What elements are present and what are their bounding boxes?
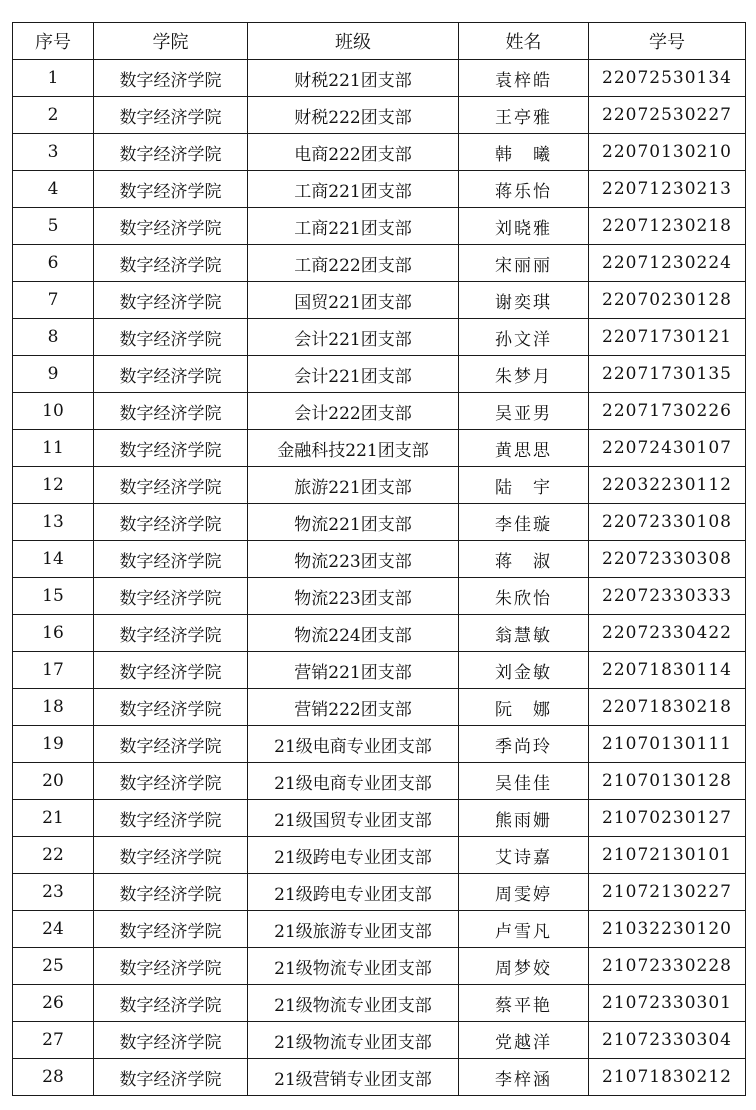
cell-name: 阮 娜 xyxy=(459,689,589,726)
cell-student-id: 22071230224 xyxy=(589,245,746,282)
cell-class: 会计221团支部 xyxy=(248,356,459,393)
cell-name: 卢雪凡 xyxy=(459,911,589,948)
header-class: 班级 xyxy=(248,23,459,60)
table-row xyxy=(13,319,746,356)
cell-name: 朱欣怡 xyxy=(459,578,589,615)
cell-name: 周雯婷 xyxy=(459,874,589,911)
cell-name: 蒋 淑 xyxy=(459,541,589,578)
cell-college: 数字经济学院 xyxy=(94,652,248,689)
cell-name: 艾诗嘉 xyxy=(459,837,589,874)
cell-college: 数字经济学院 xyxy=(94,874,248,911)
table-row xyxy=(13,541,746,578)
cell-college: 数字经济学院 xyxy=(94,134,248,171)
cell-class: 物流223团支部 xyxy=(248,541,459,578)
cell-name: 蒋乐怡 xyxy=(459,171,589,208)
cell-name: 谢奕琪 xyxy=(459,282,589,319)
cell-index: 15 xyxy=(13,578,94,615)
cell-student-id: 22070130210 xyxy=(589,134,746,171)
cell-name: 刘金敏 xyxy=(459,652,589,689)
cell-student-id: 21032230120 xyxy=(589,911,746,948)
cell-index: 11 xyxy=(13,430,94,467)
table-row xyxy=(13,356,746,393)
cell-index: 4 xyxy=(13,171,94,208)
cell-college: 数字经济学院 xyxy=(94,282,248,319)
table-row xyxy=(13,652,746,689)
cell-student-id: 22072530134 xyxy=(589,60,746,97)
cell-college: 数字经济学院 xyxy=(94,726,248,763)
cell-college: 数字经济学院 xyxy=(94,430,248,467)
cell-name: 周梦姣 xyxy=(459,948,589,985)
cell-student-id: 21072330228 xyxy=(589,948,746,985)
cell-college: 数字经济学院 xyxy=(94,356,248,393)
cell-class: 21级电商专业团支部 xyxy=(248,726,459,763)
cell-class: 物流224团支部 xyxy=(248,615,459,652)
cell-college: 数字经济学院 xyxy=(94,689,248,726)
table-row xyxy=(13,60,746,97)
table-row xyxy=(13,467,746,504)
cell-name: 陆 宇 xyxy=(459,467,589,504)
cell-index: 14 xyxy=(13,541,94,578)
cell-index: 6 xyxy=(13,245,94,282)
cell-index: 26 xyxy=(13,985,94,1022)
table-header xyxy=(13,23,746,60)
cell-college: 数字经济学院 xyxy=(94,800,248,837)
cell-index: 23 xyxy=(13,874,94,911)
cell-college: 数字经济学院 xyxy=(94,208,248,245)
cell-college: 数字经济学院 xyxy=(94,578,248,615)
cell-class: 21级跨电专业团支部 xyxy=(248,837,459,874)
cell-name: 刘晓雅 xyxy=(459,208,589,245)
cell-index: 9 xyxy=(13,356,94,393)
cell-student-id: 22071230218 xyxy=(589,208,746,245)
cell-class: 会计222团支部 xyxy=(248,393,459,430)
cell-name: 王亭雅 xyxy=(459,97,589,134)
cell-student-id: 21072330304 xyxy=(589,1022,746,1059)
cell-class: 财税222团支部 xyxy=(248,97,459,134)
cell-index: 25 xyxy=(13,948,94,985)
cell-college: 数字经济学院 xyxy=(94,615,248,652)
cell-college: 数字经济学院 xyxy=(94,541,248,578)
table-row xyxy=(13,911,746,948)
cell-index: 21 xyxy=(13,800,94,837)
table-body xyxy=(13,60,746,1096)
cell-name: 季尚玲 xyxy=(459,726,589,763)
cell-class: 电商222团支部 xyxy=(248,134,459,171)
cell-index: 22 xyxy=(13,837,94,874)
cell-college: 数字经济学院 xyxy=(94,911,248,948)
cell-college: 数字经济学院 xyxy=(94,948,248,985)
table-row xyxy=(13,837,746,874)
cell-class: 会计221团支部 xyxy=(248,319,459,356)
cell-college: 数字经济学院 xyxy=(94,319,248,356)
cell-class: 物流223团支部 xyxy=(248,578,459,615)
cell-student-id: 22072330108 xyxy=(589,504,746,541)
cell-class: 21级旅游专业团支部 xyxy=(248,911,459,948)
cell-student-id: 22072330308 xyxy=(589,541,746,578)
cell-student-id: 21071830212 xyxy=(589,1059,746,1096)
table-row xyxy=(13,97,746,134)
header-student-id: 学号 xyxy=(589,23,746,60)
cell-student-id: 22071730121 xyxy=(589,319,746,356)
cell-index: 2 xyxy=(13,97,94,134)
cell-student-id: 22072430107 xyxy=(589,430,746,467)
student-roster-table xyxy=(12,22,746,1096)
cell-class: 工商221团支部 xyxy=(248,171,459,208)
table-row xyxy=(13,134,746,171)
cell-class: 21级物流专业团支部 xyxy=(248,948,459,985)
cell-name: 袁梓皓 xyxy=(459,60,589,97)
table-row xyxy=(13,504,746,541)
cell-student-id: 22070230128 xyxy=(589,282,746,319)
cell-college: 数字经济学院 xyxy=(94,393,248,430)
cell-name: 吴亚男 xyxy=(459,393,589,430)
table-row xyxy=(13,393,746,430)
header-name: 姓名 xyxy=(459,23,589,60)
cell-name: 吴佳佳 xyxy=(459,763,589,800)
cell-index: 10 xyxy=(13,393,94,430)
cell-name: 李梓涵 xyxy=(459,1059,589,1096)
cell-college: 数字经济学院 xyxy=(94,1059,248,1096)
cell-college: 数字经济学院 xyxy=(94,985,248,1022)
cell-college: 数字经济学院 xyxy=(94,1022,248,1059)
cell-student-id: 21070130111 xyxy=(589,726,746,763)
cell-college: 数字经济学院 xyxy=(94,763,248,800)
table-row xyxy=(13,800,746,837)
cell-name: 黄思思 xyxy=(459,430,589,467)
table-row xyxy=(13,615,746,652)
table-row xyxy=(13,726,746,763)
cell-index: 18 xyxy=(13,689,94,726)
cell-index: 8 xyxy=(13,319,94,356)
cell-class: 旅游221团支部 xyxy=(248,467,459,504)
cell-name: 孙文洋 xyxy=(459,319,589,356)
cell-student-id: 21072330301 xyxy=(589,985,746,1022)
cell-student-id: 22071730135 xyxy=(589,356,746,393)
cell-student-id: 22072530227 xyxy=(589,97,746,134)
cell-class: 营销221团支部 xyxy=(248,652,459,689)
header-index: 序号 xyxy=(13,23,94,60)
cell-name: 党越洋 xyxy=(459,1022,589,1059)
cell-class: 21级营销专业团支部 xyxy=(248,1059,459,1096)
cell-index: 5 xyxy=(13,208,94,245)
table-row xyxy=(13,985,746,1022)
cell-index: 7 xyxy=(13,282,94,319)
cell-student-id: 21072130227 xyxy=(589,874,746,911)
cell-name: 朱梦月 xyxy=(459,356,589,393)
cell-class: 营销222团支部 xyxy=(248,689,459,726)
table-row xyxy=(13,763,746,800)
cell-class: 金融科技221团支部 xyxy=(248,430,459,467)
cell-college: 数字经济学院 xyxy=(94,97,248,134)
cell-index: 3 xyxy=(13,134,94,171)
cell-index: 24 xyxy=(13,911,94,948)
table-row xyxy=(13,874,746,911)
cell-college: 数字经济学院 xyxy=(94,245,248,282)
cell-college: 数字经济学院 xyxy=(94,467,248,504)
cell-index: 12 xyxy=(13,467,94,504)
cell-index: 19 xyxy=(13,726,94,763)
cell-index: 28 xyxy=(13,1059,94,1096)
cell-class: 物流221团支部 xyxy=(248,504,459,541)
cell-class: 21级物流专业团支部 xyxy=(248,985,459,1022)
header-row xyxy=(13,23,746,60)
table-row xyxy=(13,1059,746,1096)
cell-name: 宋丽丽 xyxy=(459,245,589,282)
cell-index: 1 xyxy=(13,60,94,97)
cell-student-id: 22071830114 xyxy=(589,652,746,689)
cell-student-id: 21072130101 xyxy=(589,837,746,874)
cell-college: 数字经济学院 xyxy=(94,60,248,97)
cell-student-id: 21070130128 xyxy=(589,763,746,800)
cell-index: 20 xyxy=(13,763,94,800)
cell-class: 21级国贸专业团支部 xyxy=(248,800,459,837)
cell-class: 工商222团支部 xyxy=(248,245,459,282)
cell-name: 蔡平艳 xyxy=(459,985,589,1022)
cell-name: 李佳璇 xyxy=(459,504,589,541)
cell-student-id: 22071830218 xyxy=(589,689,746,726)
table-row xyxy=(13,578,746,615)
cell-student-id: 22032230112 xyxy=(589,467,746,504)
cell-class: 21级物流专业团支部 xyxy=(248,1022,459,1059)
cell-name: 熊雨姗 xyxy=(459,800,589,837)
cell-name: 翁慧敏 xyxy=(459,615,589,652)
cell-index: 17 xyxy=(13,652,94,689)
cell-college: 数字经济学院 xyxy=(94,504,248,541)
table-row xyxy=(13,1022,746,1059)
cell-student-id: 22072330422 xyxy=(589,615,746,652)
cell-student-id: 21070230127 xyxy=(589,800,746,837)
table-row xyxy=(13,282,746,319)
cell-class: 21级跨电专业团支部 xyxy=(248,874,459,911)
table-row xyxy=(13,948,746,985)
table-row xyxy=(13,171,746,208)
cell-student-id: 22072330333 xyxy=(589,578,746,615)
cell-college: 数字经济学院 xyxy=(94,171,248,208)
cell-index: 27 xyxy=(13,1022,94,1059)
cell-class: 工商221团支部 xyxy=(248,208,459,245)
cell-student-id: 22071230213 xyxy=(589,171,746,208)
cell-index: 13 xyxy=(13,504,94,541)
cell-class: 财税221团支部 xyxy=(248,60,459,97)
cell-student-id: 22071730226 xyxy=(589,393,746,430)
cell-name: 韩 曦 xyxy=(459,134,589,171)
cell-class: 国贸221团支部 xyxy=(248,282,459,319)
table-row xyxy=(13,245,746,282)
table-row xyxy=(13,208,746,245)
cell-index: 16 xyxy=(13,615,94,652)
header-college: 学院 xyxy=(94,23,248,60)
table-row xyxy=(13,430,746,467)
cell-class: 21级电商专业团支部 xyxy=(248,763,459,800)
cell-college: 数字经济学院 xyxy=(94,837,248,874)
table-row xyxy=(13,689,746,726)
